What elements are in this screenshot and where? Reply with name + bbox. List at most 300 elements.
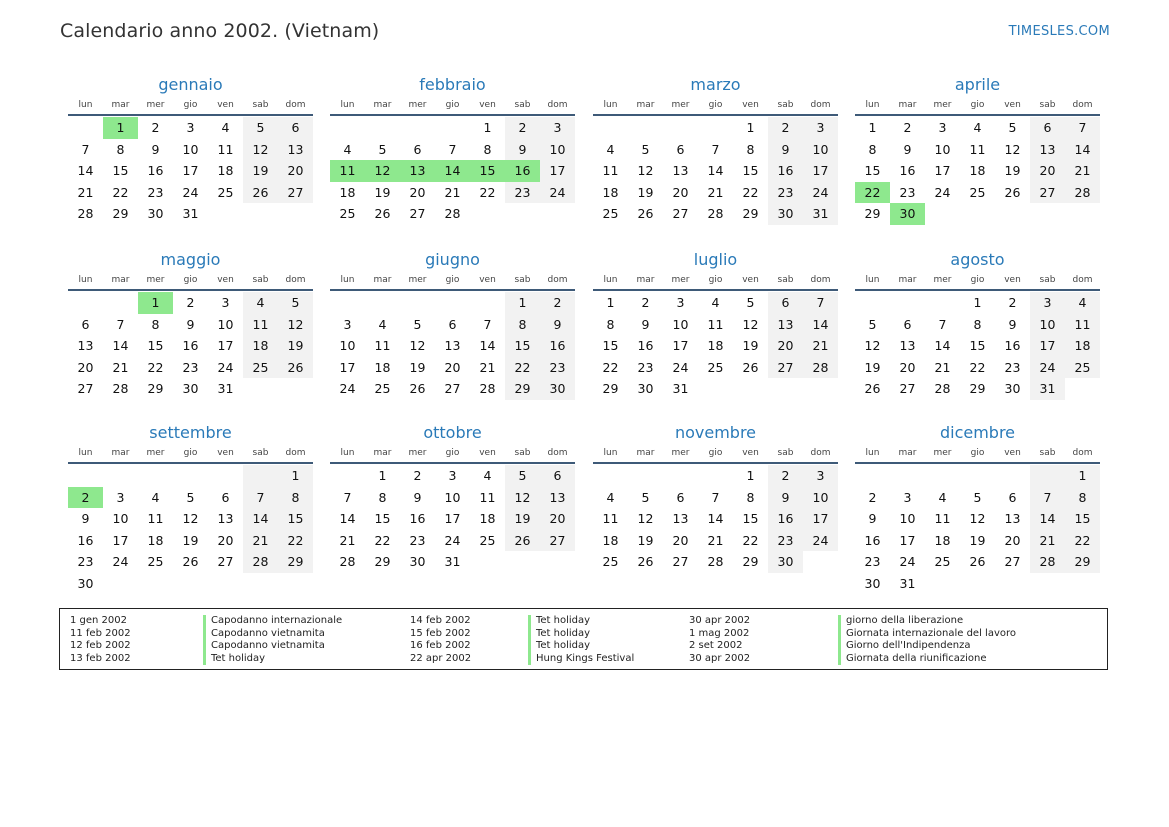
holiday-day: 1 [103, 117, 138, 139]
day-cell: 21 [803, 335, 838, 357]
weekday-label: sab [777, 100, 794, 110]
weekday-label: dom [810, 448, 831, 458]
day-cell: 15 [742, 511, 759, 527]
day-cell: 12 [409, 338, 426, 354]
weekday-label: mar [373, 275, 392, 285]
day-cell: 17 [1030, 335, 1065, 357]
day-cell: 18 [969, 163, 986, 179]
day-cell: 2 [641, 295, 650, 310]
day-cell: 9 [768, 139, 803, 161]
header-rule [593, 289, 838, 291]
day-cell: 3 [221, 295, 230, 310]
month-day-grid [68, 96, 313, 225]
day-cell: 9 [1008, 316, 1017, 332]
day-cell: 8 [606, 316, 615, 332]
weekday-label: gio [445, 448, 460, 458]
day-cell: 2 [186, 295, 195, 310]
day-cell: 12 [182, 511, 199, 527]
day-cell: 15 [742, 163, 759, 179]
empty-day [330, 117, 365, 139]
legend-holiday-name: Tet holiday [203, 653, 342, 666]
day-cell: 11 [1065, 314, 1100, 336]
day-cell: 22 [1065, 530, 1100, 552]
day-cell: 23 [864, 554, 881, 570]
day-cell: 23 [1004, 359, 1021, 375]
day-cell: 2 [768, 465, 803, 487]
day-cell: 30 [77, 575, 94, 591]
day-cell: 10 [339, 338, 356, 354]
day-cell: 12 [637, 511, 654, 527]
weekday-label: gio [708, 100, 723, 110]
empty-day [995, 465, 1030, 487]
day-cell: 21 [707, 532, 724, 548]
empty-day [855, 465, 890, 487]
holiday-legend [59, 608, 1108, 670]
day-cell: 30 [637, 381, 654, 397]
day-cell: 5 [868, 316, 877, 332]
day-cell: 27 [768, 357, 803, 379]
day-cell: 3 [343, 316, 352, 332]
month-day-grid [330, 96, 575, 225]
day-cell: 4 [378, 316, 387, 332]
day-cell: 30 [409, 554, 426, 570]
holiday-day: 30 [890, 203, 925, 225]
day-cell: 7 [116, 316, 125, 332]
day-cell: 8 [116, 141, 125, 157]
weekday-label: sab [514, 448, 531, 458]
day-cell: 3 [540, 117, 575, 139]
day-cell: 8 [868, 141, 877, 157]
weekday-label: sab [514, 100, 531, 110]
day-cell: 7 [343, 489, 352, 505]
day-cell: 15 [602, 338, 619, 354]
day-cell: 20 [409, 184, 426, 200]
month-name: marzo [690, 75, 741, 94]
day-cell: 8 [151, 316, 160, 332]
day-cell: 1 [378, 468, 387, 483]
day-cell: 31 [803, 203, 838, 225]
day-cell: 26 [864, 381, 881, 397]
day-cell: 19 [1004, 163, 1021, 179]
holiday-day: 16 [505, 160, 540, 182]
day-cell: 22 [602, 359, 619, 375]
day-cell: 22 [479, 184, 496, 200]
weekday-label: lun [865, 448, 880, 458]
day-cell: 23 [768, 530, 803, 552]
day-cell: 28 [444, 206, 461, 222]
day-cell: 27 [540, 530, 575, 552]
day-cell: 12 [969, 511, 986, 527]
header-rule [855, 462, 1100, 464]
legend-dates-col-2 [410, 615, 471, 665]
empty-day [593, 465, 628, 487]
day-cell: 31 [182, 206, 199, 222]
day-cell: 16 [1004, 338, 1021, 354]
legend-dates-col-1 [70, 615, 131, 665]
day-cell: 25 [602, 206, 619, 222]
day-cell: 19 [742, 338, 759, 354]
month-name: aprile [954, 75, 1001, 94]
weekday-label: dom [547, 275, 568, 285]
day-cell: 23 [409, 532, 426, 548]
day-cell: 17 [672, 338, 689, 354]
day-cell: 4 [151, 489, 160, 505]
empty-day [663, 465, 698, 487]
month-day-grid [330, 444, 575, 573]
day-cell: 29 [112, 206, 129, 222]
day-cell: 26 [505, 530, 540, 552]
day-cell: 4 [221, 120, 230, 135]
weekday-label: mer [933, 448, 952, 458]
empty-day [400, 117, 435, 139]
day-cell: 4 [483, 468, 492, 483]
day-cell: 2 [903, 120, 912, 135]
day-cell: 10 [217, 316, 234, 332]
day-cell: 2 [540, 292, 575, 314]
day-cell: 4 [973, 120, 982, 135]
weekday-label: gio [970, 275, 985, 285]
weekday-label: ven [1004, 100, 1021, 110]
day-cell: 17 [444, 511, 461, 527]
day-cell: 5 [243, 117, 278, 139]
empty-day [663, 117, 698, 139]
day-cell: 2 [868, 489, 877, 505]
day-cell: 5 [973, 489, 982, 505]
day-cell: 6 [903, 316, 912, 332]
day-cell: 9 [868, 511, 877, 527]
day-cell: 30 [540, 378, 575, 400]
day-cell: 5 [641, 141, 650, 157]
month-name: gennaio [158, 75, 223, 94]
holiday-day: 15 [470, 160, 505, 182]
day-cell: 16 [540, 335, 575, 357]
month-day-grid [593, 96, 838, 225]
legend-holiday-name: giorno della liberazione [838, 615, 1016, 628]
weekday-label: gio [183, 448, 198, 458]
day-cell: 19 [278, 335, 313, 357]
day-cell: 11 [147, 511, 164, 527]
weekday-label: mer [146, 275, 165, 285]
day-cell: 25 [602, 554, 619, 570]
day-cell: 5 [278, 292, 313, 314]
weekday-label: mer [671, 448, 690, 458]
day-cell: 20 [444, 359, 461, 375]
weekday-label: ven [479, 448, 496, 458]
day-cell: 26 [243, 182, 278, 204]
month-maggio [68, 249, 313, 400]
legend-date: 12 feb 2002 [70, 640, 131, 651]
month-name: giugno [425, 250, 480, 269]
legend-names-col-2 [528, 615, 634, 665]
day-cell: 21 [112, 359, 129, 375]
empty-day [960, 465, 995, 487]
day-cell: 9 [186, 316, 195, 332]
weekday-label: gio [970, 100, 985, 110]
day-cell: 24 [217, 359, 234, 375]
month-name: novembre [674, 423, 757, 442]
day-cell: 3 [116, 489, 125, 505]
empty-day [1030, 465, 1065, 487]
day-cell: 9 [903, 141, 912, 157]
month-day-grid [68, 271, 313, 400]
day-cell: 13 [1030, 139, 1065, 161]
day-cell: 7 [938, 316, 947, 332]
day-cell: 28 [1030, 551, 1065, 573]
day-cell: 24 [540, 182, 575, 204]
day-cell: 12 [864, 338, 881, 354]
legend-holiday-name: Capodanno internazionale [203, 615, 342, 628]
day-cell: 15 [278, 508, 313, 530]
month-marzo [593, 74, 838, 225]
header-rule [855, 114, 1100, 116]
day-cell: 16 [637, 338, 654, 354]
weekday-label: gio [445, 100, 460, 110]
month-day-grid [68, 444, 313, 595]
day-cell: 25 [374, 381, 391, 397]
day-cell: 28 [707, 554, 724, 570]
holiday-day: 1 [138, 292, 173, 314]
day-cell: 21 [339, 532, 356, 548]
weekday-label: dom [810, 275, 831, 285]
empty-day [208, 465, 243, 487]
day-cell: 28 [339, 554, 356, 570]
day-cell: 13 [217, 511, 234, 527]
day-cell: 14 [1065, 139, 1100, 161]
day-cell: 22 [505, 357, 540, 379]
day-cell: 28 [479, 381, 496, 397]
day-cell: 9 [151, 141, 160, 157]
month-day-grid [855, 96, 1100, 225]
legend-date: 1 mag 2002 [689, 627, 750, 639]
day-cell: 9 [540, 314, 575, 336]
month-day-grid [855, 271, 1100, 400]
weekday-label: sab [252, 448, 269, 458]
day-cell: 9 [81, 511, 90, 527]
day-cell: 20 [1004, 532, 1021, 548]
header-rule [68, 114, 313, 116]
day-cell: 1 [973, 295, 982, 310]
weekday-label: sab [252, 275, 269, 285]
day-cell: 24 [672, 359, 689, 375]
empty-day [400, 292, 435, 314]
day-cell: 13 [278, 139, 313, 161]
month-novembre [593, 422, 838, 573]
day-cell: 10 [444, 489, 461, 505]
weekday-label: mer [146, 100, 165, 110]
legend-date: 30 apr 2002 [689, 652, 751, 664]
day-cell: 20 [768, 335, 803, 357]
day-cell: 8 [746, 489, 755, 505]
month-name: settembre [149, 423, 232, 442]
day-cell: 13 [1004, 511, 1021, 527]
empty-day [435, 117, 470, 139]
day-cell: 9 [768, 487, 803, 509]
day-cell: 21 [444, 184, 461, 200]
day-cell: 15 [147, 338, 164, 354]
weekday-label: gio [708, 448, 723, 458]
weekday-label: lun [603, 275, 618, 285]
day-cell: 6 [1030, 117, 1065, 139]
day-cell: 3 [803, 117, 838, 139]
empty-day [593, 117, 628, 139]
day-cell: 6 [1008, 489, 1017, 505]
day-cell: 19 [969, 532, 986, 548]
empty-day [925, 465, 960, 487]
day-cell: 23 [182, 359, 199, 375]
day-cell: 12 [1004, 141, 1021, 157]
weekday-label: ven [1004, 275, 1021, 285]
day-cell: 24 [899, 554, 916, 570]
day-cell: 18 [934, 532, 951, 548]
day-cell: 23 [77, 554, 94, 570]
day-cell: 14 [243, 508, 278, 530]
day-cell: 4 [343, 141, 352, 157]
legend-date: 30 apr 2002 [689, 615, 751, 626]
day-cell: 1 [1065, 465, 1100, 487]
weekday-label: mar [373, 100, 392, 110]
day-cell: 10 [803, 139, 838, 161]
holiday-day: 13 [400, 160, 435, 182]
day-cell: 6 [278, 117, 313, 139]
day-cell: 13 [540, 487, 575, 509]
month-agosto [855, 249, 1100, 400]
holiday-day: 14 [435, 160, 470, 182]
day-cell: 13 [768, 314, 803, 336]
day-cell: 30 [1004, 381, 1021, 397]
holiday-day: 22 [855, 182, 890, 204]
day-cell: 13 [672, 163, 689, 179]
day-cell: 4 [1065, 292, 1100, 314]
day-cell: 11 [217, 141, 234, 157]
day-cell: 9 [505, 139, 540, 161]
day-cell: 10 [803, 487, 838, 509]
day-cell: 6 [448, 316, 457, 332]
day-cell: 7 [448, 141, 457, 157]
legend-date: 2 set 2002 [689, 640, 743, 651]
legend-date: 1 gen 2002 [70, 615, 128, 626]
empty-day [330, 292, 365, 314]
day-cell: 24 [803, 530, 838, 552]
weekday-label: mer [408, 100, 427, 110]
day-cell: 27 [217, 554, 234, 570]
day-cell: 20 [1030, 160, 1065, 182]
header-rule [330, 462, 575, 464]
weekday-label: sab [1039, 100, 1056, 110]
day-cell: 22 [742, 532, 759, 548]
day-cell: 16 [768, 160, 803, 182]
day-cell: 22 [969, 359, 986, 375]
day-cell: 10 [540, 139, 575, 161]
day-cell: 26 [1004, 184, 1021, 200]
day-cell: 13 [672, 511, 689, 527]
day-cell: 7 [711, 489, 720, 505]
day-cell: 16 [182, 338, 199, 354]
day-cell: 23 [540, 357, 575, 379]
legend-holiday-name: Capodanno vietnamita [203, 640, 342, 653]
day-cell: 31 [217, 381, 234, 397]
day-cell: 31 [899, 575, 916, 591]
day-cell: 24 [444, 532, 461, 548]
day-cell: 17 [803, 160, 838, 182]
day-cell: 6 [768, 292, 803, 314]
day-cell: 21 [1030, 530, 1065, 552]
day-cell: 11 [934, 511, 951, 527]
day-cell: 19 [182, 532, 199, 548]
day-cell: 27 [1004, 554, 1021, 570]
day-cell: 23 [768, 182, 803, 204]
day-cell: 18 [602, 184, 619, 200]
day-cell: 26 [182, 554, 199, 570]
empty-day [365, 292, 400, 314]
weekday-label: mar [111, 100, 130, 110]
weekday-label: ven [1004, 448, 1021, 458]
day-cell: 30 [768, 551, 803, 573]
day-cell: 8 [1065, 487, 1100, 509]
weekday-label: lun [340, 275, 355, 285]
weekday-label: gio [183, 100, 198, 110]
legend-date: 13 feb 2002 [70, 652, 131, 664]
weekday-label: lun [78, 275, 93, 285]
day-cell: 27 [444, 381, 461, 397]
weekday-label: lun [78, 448, 93, 458]
legend-date: 16 feb 2002 [410, 640, 471, 651]
day-cell: 2 [768, 117, 803, 139]
site-link[interactable]: TIMESLES.COM [1008, 24, 1110, 39]
day-cell: 5 [641, 489, 650, 505]
day-cell: 11 [479, 489, 496, 505]
day-cell: 16 [864, 532, 881, 548]
weekday-label: ven [217, 448, 234, 458]
weekday-label: sab [1039, 448, 1056, 458]
day-cell: 15 [505, 335, 540, 357]
day-cell: 8 [278, 487, 313, 509]
day-cell: 4 [606, 489, 615, 505]
day-cell: 25 [1065, 357, 1100, 379]
holiday-day: 11 [330, 160, 365, 182]
day-cell: 17 [803, 508, 838, 530]
weekday-label: dom [810, 100, 831, 110]
empty-day [925, 292, 960, 314]
weekday-label: ven [742, 448, 759, 458]
day-cell: 11 [243, 314, 278, 336]
day-cell: 16 [899, 163, 916, 179]
day-cell: 31 [672, 381, 689, 397]
day-cell: 25 [339, 206, 356, 222]
weekday-label: dom [1072, 275, 1093, 285]
day-cell: 26 [278, 357, 313, 379]
day-cell: 13 [899, 338, 916, 354]
weekday-label: dom [547, 100, 568, 110]
weekday-label: ven [479, 100, 496, 110]
day-cell: 10 [112, 511, 129, 527]
weekday-label: mer [671, 275, 690, 285]
day-cell: 7 [483, 316, 492, 332]
day-cell: 12 [637, 163, 654, 179]
header-rule [68, 462, 313, 464]
day-cell: 4 [938, 489, 947, 505]
day-cell: 28 [803, 357, 838, 379]
weekday-label: gio [708, 275, 723, 285]
weekday-label: dom [1072, 448, 1093, 458]
weekday-label: sab [777, 448, 794, 458]
day-cell: 3 [676, 295, 685, 310]
header-rule [330, 114, 575, 116]
day-cell: 26 [742, 359, 759, 375]
day-cell: 18 [1065, 335, 1100, 357]
day-cell: 21 [934, 359, 951, 375]
day-cell: 14 [707, 511, 724, 527]
day-cell: 22 [742, 184, 759, 200]
